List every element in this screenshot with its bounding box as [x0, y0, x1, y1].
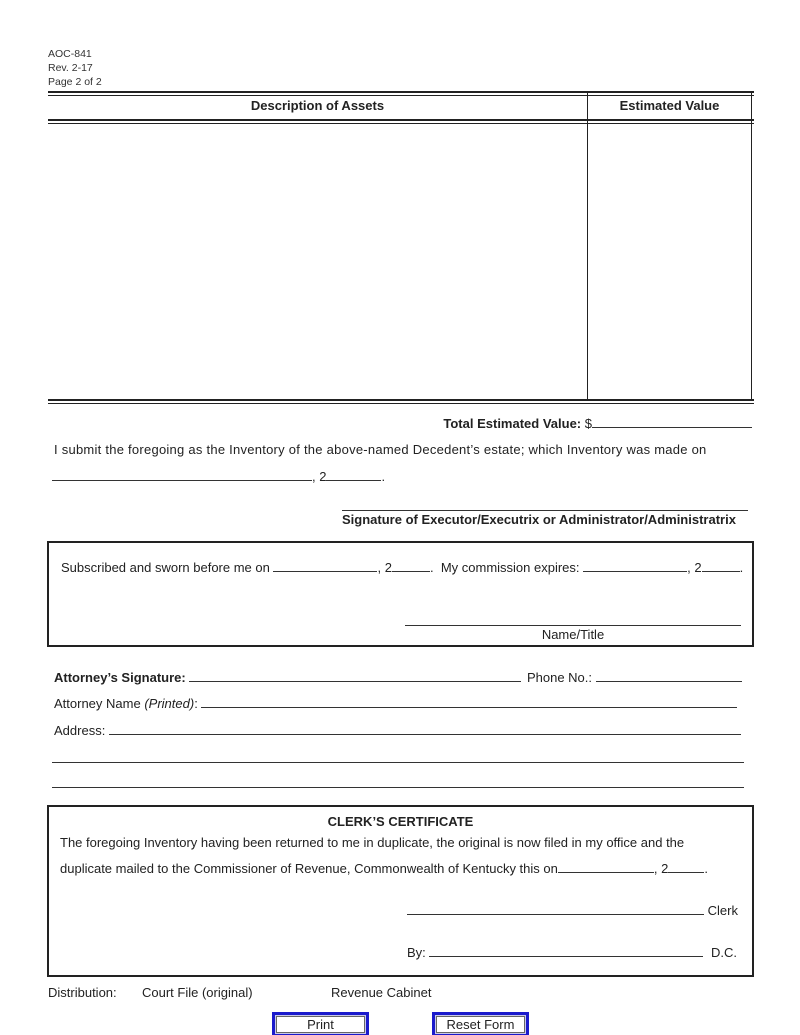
attorney-name-field[interactable] — [201, 695, 737, 708]
clerk-date-field[interactable] — [558, 860, 654, 873]
total-estimated-value — [443, 415, 752, 431]
reset-form-button[interactable]: Reset Form — [432, 1012, 529, 1035]
address-field-1[interactable] — [109, 722, 741, 735]
executor-signature-line[interactable] — [342, 510, 748, 511]
inventory-date-row: , 2 . — [52, 468, 385, 484]
phone-field[interactable] — [596, 669, 742, 682]
column-header-description: Description of Assets — [250, 98, 385, 113]
value-input-area[interactable] — [590, 126, 750, 398]
inventory-date-field[interactable] — [52, 468, 312, 481]
total-label: Total Estimated Value: — [443, 416, 582, 431]
address-field-2[interactable] — [52, 762, 744, 763]
clerk-certificate-box — [47, 805, 754, 977]
column-header-value: Estimated Value — [619, 98, 720, 113]
clerk-text-line2: duplicate mailed to the Commissioner of Revenue, Commonwealth of Kentucky this on , 2 . — [60, 861, 708, 876]
page-number: Page 2 of 2 — [48, 76, 102, 88]
notary-box — [47, 541, 754, 647]
sworn-year-field[interactable] — [392, 559, 430, 572]
submission-text: I submit the foregoing as the Inventory of the above-named Decedent’s estate; which Inventory was made on — [54, 442, 707, 457]
table-right-border — [751, 93, 752, 401]
table-header-rule — [48, 119, 754, 124]
name-title-label: Name/Title — [541, 627, 605, 642]
distribution-label: Distribution: — [48, 985, 117, 1000]
clerk-signature-row: Clerk — [407, 902, 738, 918]
description-input-area[interactable] — [48, 126, 585, 398]
clerk-signature-field[interactable] — [407, 902, 704, 915]
distribution-revenue-cabinet: Revenue Cabinet — [331, 985, 432, 1000]
inventory-year-field[interactable] — [326, 468, 381, 481]
deputy-clerk-row: By: D.C. — [407, 945, 738, 960]
commission-date-field[interactable] — [583, 559, 687, 572]
total-value-field[interactable] — [592, 415, 752, 428]
table-bottom-rule — [48, 399, 754, 404]
clerk-year-field[interactable] — [668, 860, 704, 873]
attorney-signature-field[interactable] — [189, 669, 521, 682]
address-row: Address: — [54, 722, 741, 738]
notary-row: Subscribed and sworn before me on , 2 . My commission expires: , 2 . — [61, 560, 744, 575]
clerk-certificate-title: CLERK’S CERTIFICATE — [327, 814, 474, 829]
distribution-court-file: Court File (original) — [142, 985, 253, 1000]
table-top-rule — [48, 91, 754, 96]
currency-symbol: $ — [584, 416, 592, 431]
column-divider — [587, 93, 588, 401]
revision: Rev. 2-17 — [48, 62, 93, 74]
attorney-signature-row: Attorney’s Signature: Phone No.: — [54, 669, 742, 685]
name-title-line[interactable] — [405, 625, 741, 626]
executor-signature-label: Signature of Executor/Executrix or Administrator/Administratrix — [342, 512, 736, 527]
address-field-3[interactable] — [52, 787, 744, 788]
form-number: AOC-841 — [48, 48, 92, 60]
attorney-name-row: Attorney Name (Printed): — [54, 695, 737, 711]
sworn-date-field[interactable] — [273, 559, 377, 572]
clerk-text-line1: The foregoing Inventory having been returned to me in duplicate, the original is now filed in my office and the — [60, 835, 685, 850]
print-button[interactable]: Print — [272, 1012, 369, 1035]
deputy-clerk-field[interactable] — [429, 944, 703, 957]
commission-year-field[interactable] — [702, 559, 740, 572]
